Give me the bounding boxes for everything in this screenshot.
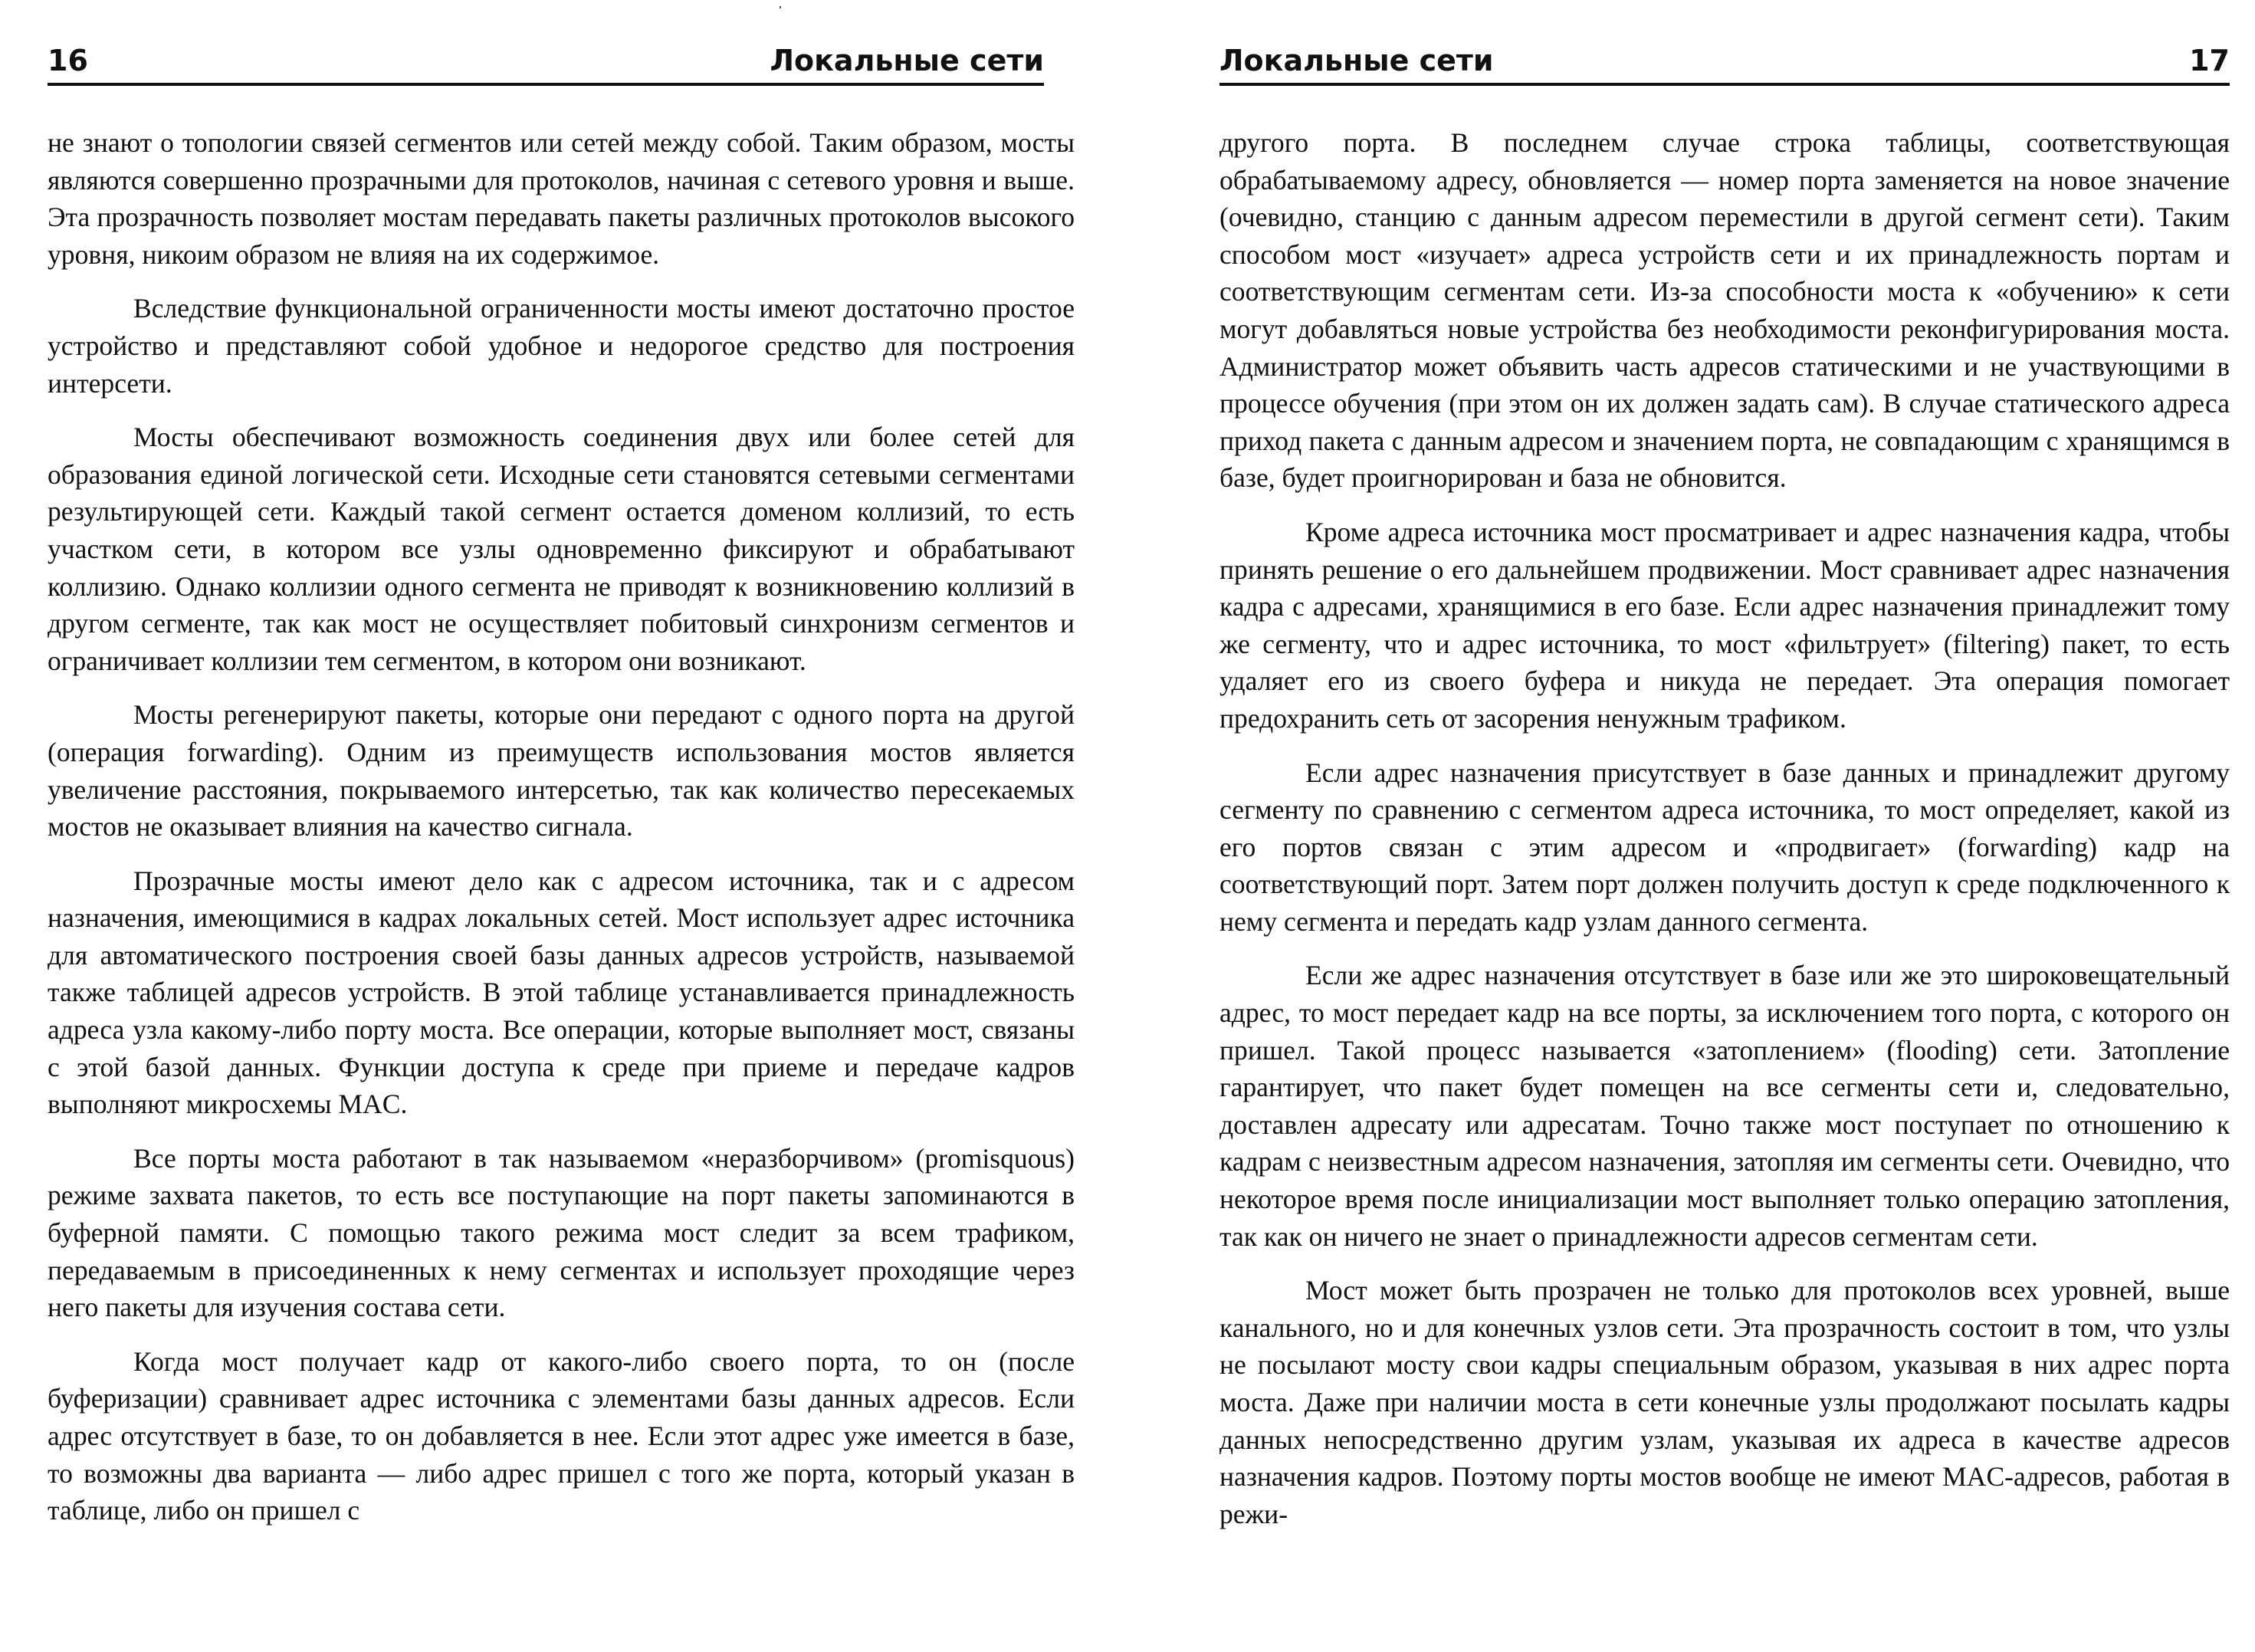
scan-mark: [780, 6, 781, 8]
page-number: 17: [2189, 44, 2230, 77]
running-head: Локальные сети: [770, 44, 1044, 77]
paragraph: не знают о топологии связей сегментов или сетей между собой. Таким образом, мосты являются совершенно прозрачными для протоколов, начиная с сетевого уровня и выше. Эта прозрачность позволяет мостам передавать пакеты различных протоколов высокого уровня, никоим образом не влияя на их содержимое.: [48, 127, 1075, 270]
paragraph: Мост может быть прозрачен не только для протоколов всех уровней, выше канального, но и для конечных узлов сети. Эта прозрачность состоит в том, что узлы не посылают мосту свои кадры специальным образом, указывая в них адрес порта моста. Даже при наличии моста в сети конечные узлы продолжают посылать кадры данных непосредственно другим узлам, указывая их адреса в качестве адресов назначения кадров. Поэтому порты мостов вообще не имеют MAC-адресов, работая в режи-: [1219, 1275, 2230, 1529]
left-page-header: [48, 29, 1044, 86]
paragraph: Когда мост получает кадр от какого-либо своего порта, то он (после буферизации) сравнивает адрес источника с элементами базы данных адресов. Если адрес отсутствует в базе, то он добавляется в нее. Если этот адрес уже имеется в базе, то возможны два варианта — либо адрес пришел с того же порта, который указан в таблице, либо он пришел с: [48, 1345, 1075, 1526]
paragraph: Мосты обеспечивают возможность соединения двух или более сетей для образования единой логической сети. Исходные сети становятся сетевыми сегментами результирующей сети. Каждый такой сегмент остается доменом коллизий, то есть участком сети, в котором все узлы одновременно фиксируют и обрабатывают коллизию. Однако коллизии одного сегмента не приводят к возникновению коллизий в другом сегменте, так как мост не осуществляет побитовый синхронизм сегментов и ограничивает коллизии тем сегментом, в котором они возникают.: [48, 422, 1075, 676]
paragraph: Если адрес назначения присутствует в базе данных и принадлежит другому сегменту по сравнению с сегментом адреса источника, то мост определяет, какой из его портов связан с этим адресом и «продвигает» (forwarding) кадр на соответствующий порт. Затем порт должен получить доступ к среде подключенного к нему сегмента и передать кадр узлам данного сегмента.: [1219, 757, 2230, 937]
right-page: [1128, 0, 2255, 1652]
paragraph: Мосты регенерируют пакеты, которые они передают с одного порта на другой (операция forwarding). Одним из преимуществ использования мостов является увеличение расстояния, покрываемого интерсетью, так как количество пересекаемых мостов не оказывает влияния на качество сигнала.: [48, 699, 1075, 842]
left-page-body: [48, 124, 1075, 1546]
page-number: 16: [48, 44, 88, 77]
paragraph: Вследствие функциональной ограниченности мосты имеют достаточно простое устройство и представляют собой удобное и недорогое средство для построения интерсети.: [48, 293, 1075, 399]
paragraph: Если же адрес назначения отсутствует в базе или же это широковещательный адрес, то мост передает кадр на все порты, за исключением того порта, с которого он пришел. Такой процесс называется «затоплением» (flooding) сети. Затопление гарантирует, что пакет будет помещен на все сегменты сети и, следовательно, доставлен адресату или адресатам. Точно также мост поступает по отношению к кадрам с неизвестным адресом назначения, затопляя им сегменты сети. Очевидно, что некоторое время после инициализации мост выполняет только операцию затопления, так как он ничего не знает о принадлежности адресов сегментам сети.: [1219, 960, 2230, 1252]
right-page-header: [1219, 29, 2230, 86]
paragraph: другого порта. В последнем случае строка таблицы, соответствующая обрабатываемому адресу, обновляется — номер порта заменяется на новое значение (очевидно, станцию с данным адресом переместили в другой сегмент сети). Таким способом мост «изучает» адреса устройств сети и их принадлежность портам и соответствующим сегментам сети. Из-за способности моста к «обучению» к сети могут добавляться новые устройства без необходимости реконфигурирования моста. Администратор может объявить часть адресов статическими и не участвующими в процессе обучения (при этом он их должен задать сам). В случае статического адреса приход пакета с данным адресом и значением порта, не совпадающим с хранящимся в базе, будет проигнорирован и база не обновится.: [1219, 127, 2230, 494]
running-head: Локальные сети: [1219, 44, 1494, 77]
paragraph: Кроме адреса источника мост просматривает и адрес назначения кадра, чтобы принять решение о его дальнейшем продвижении. Мост сравнивает адрес назначения кадра с адресами, хранящимися в его базе. Если адрес назначения принадлежит тому же сегменту, что и адрес источника, то мост «фильтрует» (filtering) пакет, то есть удаляет его из своего буфера и никуда не передает. Эта операция помогает предохранить сеть от засорения ненужным трафиком.: [1219, 516, 2230, 734]
paragraph: Все порты моста работают в так называемом «неразборчивом» (promisquous) режиме захвата пакетов, то есть все поступающие на порт пакеты запоминаются в буферной памяти. С помощью такого режима мост следит за всем трафиком, передаваемым в присоединенных к нему сегментах и использует проходящие через него пакеты для изучения состава сети.: [48, 1142, 1075, 1323]
right-page-body: [1219, 124, 2230, 1549]
paragraph: Прозрачные мосты имеют дело как с адресом источника, так и с адресом назначения, имеющимися в кадрах локальных сетей. Мост использует адрес источника для автоматического построения своей базы данных адресов устройств, называемой также таблицей адресов устройств. В этой таблице устанавливается принадлежность адреса узла какому-либо порту моста. Все операции, которые выполняет мост, связаны с этой базой данных. Функции доступа к среде при приеме и передаче кадров выполняют микросхемы MAC.: [48, 865, 1075, 1120]
